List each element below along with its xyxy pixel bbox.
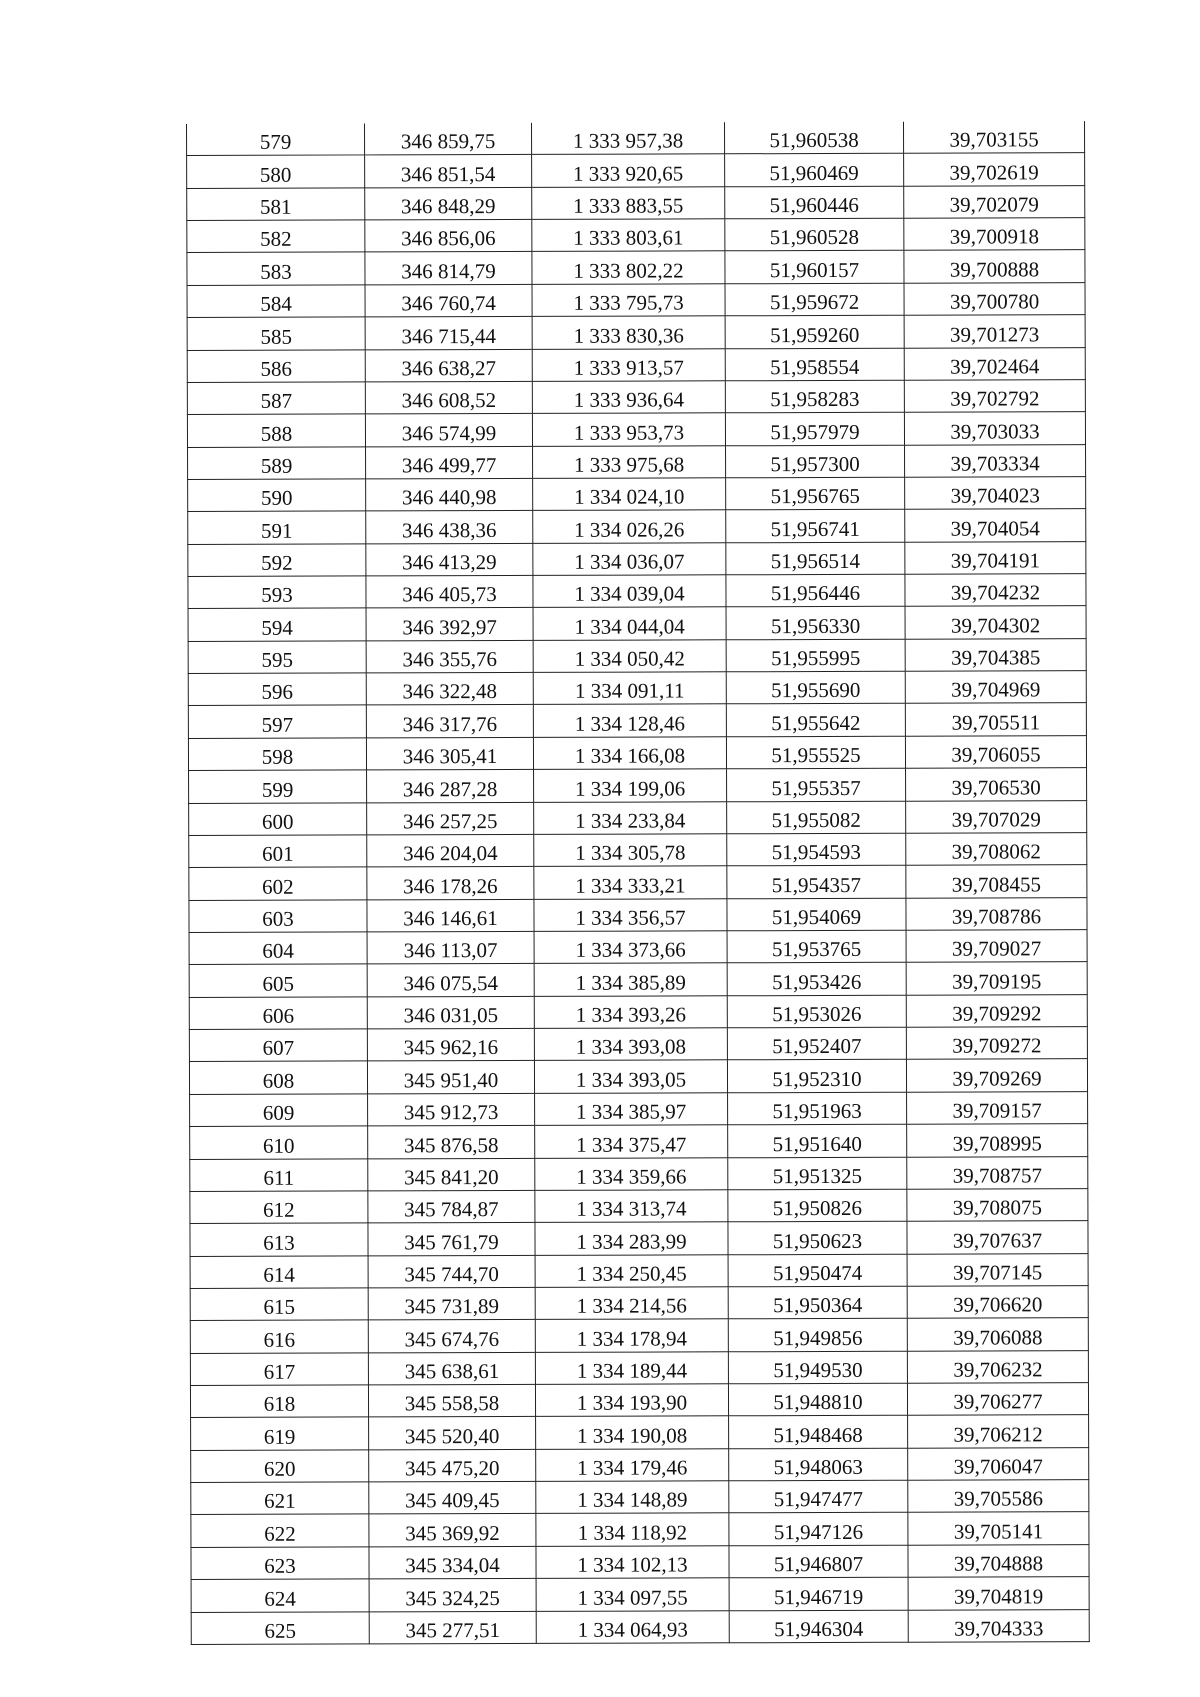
longitude-cell: 39,703033 [904,412,1085,445]
table-row [188,509,1086,544]
point-number-cell: 597 [188,705,366,738]
table-row [188,444,1086,479]
point-number-cell: 606 [189,997,367,1030]
x-coordinate-cell: 345 761,79 [368,1223,535,1256]
table-row [190,1318,1088,1353]
y-coordinate-cell: 1 334 024,10 [533,478,726,511]
table-row [188,671,1086,706]
latitude-cell: 51,955082 [727,801,906,834]
x-coordinate-cell: 346 413,29 [366,543,533,576]
table-row [191,1447,1089,1482]
y-coordinate-cell: 1 334 385,97 [535,1093,728,1126]
latitude-cell: 51,953426 [727,963,906,996]
x-coordinate-cell: 346 146,61 [367,899,534,932]
y-coordinate-cell: 1 333 953,73 [532,413,725,446]
latitude-cell: 51,946719 [729,1577,908,1610]
table-row [190,1383,1088,1418]
latitude-cell: 51,952407 [727,1027,906,1060]
x-coordinate-cell: 346 031,05 [367,996,534,1029]
point-number-cell: 598 [188,738,366,771]
longitude-cell: 39,706620 [907,1286,1088,1319]
y-coordinate-cell: 1 334 233,84 [534,801,727,834]
table-row [187,185,1085,220]
latitude-cell: 51,951325 [728,1157,907,1190]
latitude-cell: 51,947477 [729,1480,908,1513]
latitude-cell: 51,958554 [725,348,904,381]
table-row [187,218,1085,253]
longitude-cell: 39,709292 [906,994,1087,1027]
latitude-cell: 51,946807 [729,1545,908,1578]
y-coordinate-cell: 1 334 393,05 [534,1060,727,1093]
table-row [187,282,1085,317]
longitude-cell: 39,704023 [905,477,1086,510]
latitude-cell: 51,954069 [727,898,906,931]
latitude-cell: 51,956741 [726,510,905,543]
latitude-cell: 51,947126 [729,1513,908,1546]
table-row [191,1512,1089,1547]
y-coordinate-cell: 1 334 373,66 [534,931,727,964]
table-row [189,800,1087,835]
coordinates-table [186,121,1090,1645]
longitude-cell: 39,703155 [903,121,1084,153]
x-coordinate-cell: 345 744,70 [368,1255,535,1288]
latitude-cell: 51,960469 [725,154,904,187]
latitude-cell: 51,950826 [728,1189,907,1222]
x-coordinate-cell: 345 784,87 [368,1190,535,1223]
latitude-cell: 51,954593 [727,833,906,866]
x-coordinate-cell: 345 841,20 [368,1158,535,1191]
longitude-cell: 39,705511 [905,703,1086,736]
latitude-cell: 51,960446 [725,186,904,219]
longitude-cell: 39,709027 [906,930,1087,963]
point-number-cell: 591 [188,511,366,544]
latitude-cell: 51,955995 [726,639,905,672]
table-row [191,1609,1089,1644]
point-number-cell: 590 [188,479,366,512]
y-coordinate-cell: 1 334 393,26 [534,996,727,1029]
y-coordinate-cell: 1 334 039,04 [533,575,726,608]
x-coordinate-cell: 346 760,74 [365,284,532,317]
point-number-cell: 605 [189,964,367,997]
y-coordinate-cell: 1 333 802,22 [532,251,725,284]
longitude-cell: 39,704191 [905,541,1086,574]
y-coordinate-cell: 1 334 148,89 [536,1481,729,1514]
point-number-cell: 613 [190,1223,368,1256]
y-coordinate-cell: 1 334 356,57 [534,898,727,931]
table-row [190,1253,1088,1288]
x-coordinate-cell: 346 322,48 [366,673,533,706]
x-coordinate-cell: 345 731,89 [368,1287,535,1320]
y-coordinate-cell: 1 334 166,08 [533,737,726,770]
point-number-cell: 614 [190,1256,368,1289]
x-coordinate-cell: 345 951,40 [367,1061,534,1094]
point-number-cell: 618 [190,1385,368,1418]
longitude-cell: 39,708062 [906,833,1087,866]
y-coordinate-cell: 1 334 036,07 [533,542,726,575]
longitude-cell: 39,709269 [906,1059,1087,1092]
table-row [190,1350,1088,1385]
longitude-cell: 39,706277 [907,1383,1088,1416]
x-coordinate-cell: 345 520,40 [369,1417,536,1450]
point-number-cell: 604 [189,932,367,965]
longitude-cell: 39,706088 [907,1318,1088,1351]
longitude-cell: 39,701273 [904,315,1085,348]
longitude-cell: 39,700918 [904,218,1085,251]
y-coordinate-cell: 1 334 189,44 [535,1351,728,1384]
y-coordinate-cell: 1 333 883,55 [532,187,725,220]
x-coordinate-cell: 346 075,54 [367,964,534,997]
longitude-cell: 39,705141 [908,1512,1089,1545]
point-number-cell: 624 [191,1579,369,1612]
longitude-cell: 39,708786 [906,897,1087,930]
latitude-cell: 51,957300 [726,445,905,478]
y-coordinate-cell: 1 334 097,55 [536,1578,729,1611]
table-row [188,736,1086,771]
point-number-cell: 594 [188,608,366,641]
longitude-cell: 39,706047 [908,1447,1089,1480]
y-coordinate-cell: 1 334 375,47 [535,1125,728,1158]
point-number-cell: 620 [191,1450,369,1483]
point-number-cell: 617 [190,1353,368,1386]
point-number-cell: 622 [191,1514,369,1547]
table-row [189,930,1087,965]
latitude-cell: 51,950474 [728,1254,907,1287]
x-coordinate-cell: 346 859,75 [364,123,531,155]
point-number-cell: 602 [189,867,367,900]
point-number-cell: 586 [187,349,365,382]
table-row [191,1415,1089,1450]
latitude-cell: 51,948468 [729,1416,908,1449]
y-coordinate-cell: 1 334 313,74 [535,1190,728,1223]
longitude-cell: 39,702079 [904,185,1085,218]
y-coordinate-cell: 1 334 214,56 [535,1287,728,1320]
point-number-cell: 616 [190,1320,368,1353]
point-number-cell: 595 [188,641,366,674]
table-row [188,638,1086,673]
latitude-cell: 51,960157 [725,251,904,284]
longitude-cell: 39,708995 [907,1124,1088,1157]
x-coordinate-cell: 346 355,76 [366,640,533,673]
x-coordinate-cell: 346 405,73 [366,575,533,608]
longitude-cell: 39,700888 [904,250,1085,283]
point-number-cell: 579 [187,123,365,155]
latitude-cell: 51,948810 [728,1383,907,1416]
latitude-cell: 51,946304 [729,1610,908,1643]
point-number-cell: 608 [189,1061,367,1094]
latitude-cell: 51,960538 [724,122,903,154]
longitude-cell: 39,709157 [907,1091,1088,1124]
y-coordinate-cell: 1 333 803,61 [532,219,725,252]
table-row [189,768,1087,803]
point-number-cell: 607 [189,1029,367,1062]
point-number-cell: 585 [187,317,365,350]
table-row [189,897,1087,932]
table-row [188,703,1086,738]
latitude-cell: 51,953765 [727,930,906,963]
x-coordinate-cell: 346 638,27 [365,349,532,382]
point-number-cell: 592 [188,544,366,577]
y-coordinate-cell: 1 334 044,04 [533,607,726,640]
latitude-cell: 51,957979 [725,412,904,445]
latitude-cell: 51,956330 [726,607,905,640]
table-row [189,865,1087,900]
table-row [187,153,1085,188]
y-coordinate-cell: 1 334 178,94 [535,1319,728,1352]
x-coordinate-cell: 346 499,77 [366,446,533,479]
latitude-cell: 51,949856 [728,1319,907,1352]
table-row [187,412,1085,447]
table-row [189,1059,1087,1094]
table-row [187,347,1085,382]
table-row [189,833,1087,868]
x-coordinate-cell: 346 438,36 [366,511,533,544]
x-coordinate-cell: 346 574,99 [365,414,532,447]
x-coordinate-cell: 345 912,73 [368,1093,535,1126]
latitude-cell: 51,955642 [726,704,905,737]
table-row [191,1544,1089,1579]
x-coordinate-cell: 345 324,25 [369,1579,536,1612]
x-coordinate-cell: 345 558,58 [368,1384,535,1417]
table-row [188,574,1086,609]
table-row [187,315,1085,350]
longitude-cell: 39,705586 [908,1480,1089,1513]
point-number-cell: 625 [191,1611,369,1644]
longitude-cell: 39,700780 [904,282,1085,315]
y-coordinate-cell: 1 334 026,26 [533,510,726,543]
latitude-cell: 51,955525 [726,736,905,769]
latitude-cell: 51,953026 [727,995,906,1028]
y-coordinate-cell: 1 334 393,08 [534,1028,727,1061]
table-row [190,1286,1088,1321]
y-coordinate-cell: 1 334 179,46 [536,1449,729,1482]
table-row [187,250,1085,285]
latitude-cell: 51,959672 [725,283,904,316]
table-row [187,380,1085,415]
x-coordinate-cell: 346 113,07 [367,931,534,964]
y-coordinate-cell: 1 334 199,06 [534,769,727,802]
point-number-cell: 580 [187,155,365,188]
latitude-cell: 51,959260 [725,315,904,348]
longitude-cell: 39,708075 [907,1189,1088,1222]
latitude-cell: 51,948063 [729,1448,908,1481]
longitude-cell: 39,707029 [906,800,1087,833]
longitude-cell: 39,704969 [905,671,1086,704]
point-number-cell: 582 [187,220,365,253]
longitude-cell: 39,704302 [905,606,1086,639]
table-row [190,1221,1088,1256]
longitude-cell: 39,707145 [907,1253,1088,1286]
x-coordinate-cell: 346 392,97 [366,608,533,641]
y-coordinate-cell: 1 334 333,21 [534,866,727,899]
y-coordinate-cell: 1 334 091,11 [533,672,726,705]
x-coordinate-cell: 345 369,92 [369,1514,536,1547]
point-number-cell: 583 [187,252,365,285]
latitude-cell: 51,960528 [725,218,904,251]
x-coordinate-cell: 346 856,06 [365,219,532,252]
latitude-cell: 51,956765 [726,477,905,510]
table-row [189,994,1087,1029]
y-coordinate-cell: 1 334 102,13 [536,1546,729,1579]
x-coordinate-cell: 346 305,41 [366,737,533,770]
y-coordinate-cell: 1 334 050,42 [533,640,726,673]
latitude-cell: 51,956446 [726,574,905,607]
x-coordinate-cell: 346 814,79 [365,252,532,285]
x-coordinate-cell: 346 287,28 [367,770,534,803]
x-coordinate-cell: 345 876,58 [368,1126,535,1159]
latitude-cell: 51,955690 [726,671,905,704]
x-coordinate-cell: 346 715,44 [365,317,532,350]
point-number-cell: 600 [189,802,367,835]
x-coordinate-cell: 345 334,04 [369,1546,536,1579]
longitude-cell: 39,704232 [905,574,1086,607]
longitude-cell: 39,707637 [907,1221,1088,1254]
x-coordinate-cell: 346 257,25 [367,802,534,835]
latitude-cell: 51,949530 [728,1351,907,1384]
y-coordinate-cell: 1 334 064,93 [536,1610,729,1643]
latitude-cell: 51,951640 [728,1124,907,1157]
longitude-cell: 39,702619 [904,153,1085,186]
y-coordinate-cell: 1 334 193,90 [535,1384,728,1417]
point-number-cell: 589 [188,447,366,480]
table-row [191,1480,1089,1515]
x-coordinate-cell: 345 674,76 [368,1320,535,1353]
point-number-cell: 584 [187,285,365,318]
point-number-cell: 621 [191,1482,369,1515]
latitude-cell: 51,954357 [727,866,906,899]
longitude-cell: 39,704385 [905,638,1086,671]
table-row [187,121,1085,156]
point-number-cell: 588 [187,414,365,447]
longitude-cell: 39,709195 [906,962,1087,995]
point-number-cell: 599 [189,770,367,803]
point-number-cell: 587 [187,382,365,415]
table-row [189,962,1087,997]
longitude-cell: 39,704888 [908,1544,1089,1577]
point-number-cell: 610 [190,1126,368,1159]
y-coordinate-cell: 1 333 975,68 [533,445,726,478]
longitude-cell: 39,708757 [907,1156,1088,1189]
longitude-cell: 39,706530 [906,768,1087,801]
point-number-cell: 612 [190,1191,368,1224]
y-coordinate-cell: 1 334 190,08 [536,1416,729,1449]
y-coordinate-cell: 1 334 250,45 [535,1254,728,1287]
coordinates-table-body [187,121,1090,1644]
x-coordinate-cell: 345 475,20 [369,1449,536,1482]
x-coordinate-cell: 345 277,51 [369,1611,536,1644]
point-number-cell: 593 [188,576,366,609]
table-row [188,606,1086,641]
latitude-cell: 51,956514 [726,542,905,575]
point-number-cell: 615 [190,1288,368,1321]
latitude-cell: 51,955357 [727,768,906,801]
x-coordinate-cell: 345 962,16 [367,1028,534,1061]
x-coordinate-cell: 346 851,54 [365,155,532,188]
y-coordinate-cell: 1 334 305,78 [534,834,727,867]
longitude-cell: 39,704054 [905,509,1086,542]
y-coordinate-cell: 1 333 957,38 [531,122,724,154]
x-coordinate-cell: 345 638,61 [368,1352,535,1385]
y-coordinate-cell: 1 333 830,36 [532,316,725,349]
latitude-cell: 51,952310 [727,1060,906,1093]
table-row [190,1156,1088,1191]
point-number-cell: 619 [191,1417,369,1450]
latitude-cell: 51,958283 [725,380,904,413]
longitude-cell: 39,702792 [904,380,1085,413]
longitude-cell: 39,708455 [906,865,1087,898]
y-coordinate-cell: 1 334 385,89 [534,963,727,996]
x-coordinate-cell: 346 848,29 [365,187,532,220]
longitude-cell: 39,702464 [904,347,1085,380]
latitude-cell: 51,950623 [728,1221,907,1254]
table-row [188,541,1086,576]
point-number-cell: 611 [190,1158,368,1191]
x-coordinate-cell: 345 409,45 [369,1482,536,1515]
table-row [190,1189,1088,1224]
longitude-cell: 39,706055 [905,736,1086,769]
table-row [190,1124,1088,1159]
table-row [188,477,1086,512]
latitude-cell: 51,950364 [728,1286,907,1319]
point-number-cell: 581 [187,188,365,221]
point-number-cell: 603 [189,900,367,933]
x-coordinate-cell: 346 204,04 [367,834,534,867]
point-number-cell: 601 [189,835,367,868]
longitude-cell: 39,706232 [907,1350,1088,1383]
y-coordinate-cell: 1 333 913,57 [532,348,725,381]
table-row [191,1577,1089,1612]
longitude-cell: 39,703334 [905,444,1086,477]
y-coordinate-cell: 1 334 118,92 [536,1513,729,1546]
longitude-cell: 39,704819 [908,1577,1089,1610]
longitude-cell: 39,704333 [908,1609,1089,1642]
y-coordinate-cell: 1 333 936,64 [532,381,725,414]
x-coordinate-cell: 346 317,76 [366,705,533,738]
y-coordinate-cell: 1 333 920,65 [532,154,725,187]
latitude-cell: 51,951963 [728,1092,907,1125]
point-number-cell: 623 [191,1547,369,1580]
point-number-cell: 609 [190,1094,368,1127]
point-number-cell: 596 [188,673,366,706]
y-coordinate-cell: 1 334 359,66 [535,1157,728,1190]
table-row [190,1091,1088,1126]
table-row [189,1027,1087,1062]
longitude-cell: 39,706212 [908,1415,1089,1448]
x-coordinate-cell: 346 608,52 [365,381,532,414]
y-coordinate-cell: 1 334 283,99 [535,1222,728,1255]
x-coordinate-cell: 346 440,98 [366,478,533,511]
longitude-cell: 39,709272 [906,1027,1087,1060]
x-coordinate-cell: 346 178,26 [367,867,534,900]
y-coordinate-cell: 1 333 795,73 [532,284,725,317]
y-coordinate-cell: 1 334 128,46 [533,704,726,737]
